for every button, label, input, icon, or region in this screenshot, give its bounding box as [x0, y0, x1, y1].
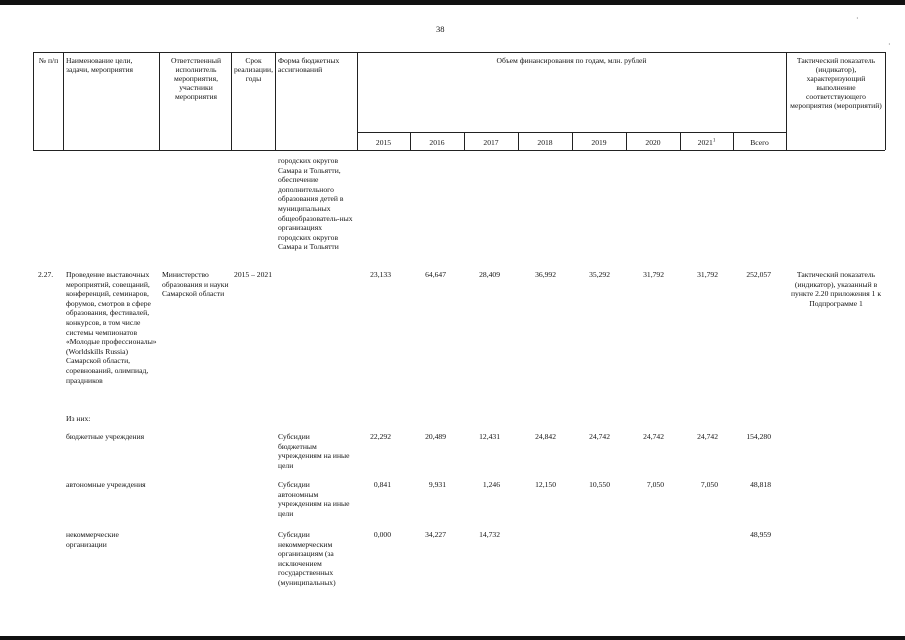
value-2021: 24,742: [697, 432, 718, 441]
value-2015: 23,133: [370, 270, 391, 279]
year-total: Всего: [750, 138, 769, 147]
year-2018: 2018: [537, 138, 553, 147]
value-2021: 31,792: [697, 270, 718, 279]
scan-speck: ·: [888, 40, 891, 49]
value-2015: 22,292: [370, 432, 391, 441]
header-financing: Объем финансирования по годам, млн. рублей: [496, 56, 647, 65]
year-2019: 2019: [591, 138, 607, 147]
header-executor: Ответственный исполнитель мероприятия, участники мероприятия: [170, 56, 222, 101]
year-2020: 2020: [645, 138, 661, 147]
value-2019: 10,550: [589, 480, 610, 489]
value-2020: 31,792: [643, 270, 664, 279]
value-2019: 24,742: [589, 432, 610, 441]
value-2017: 12,431: [479, 432, 500, 441]
header-name: Наименование цели, задачи, мероприятия: [66, 56, 134, 74]
value-2016: 64,647: [425, 270, 446, 279]
value-2019: 35,292: [589, 270, 610, 279]
of-them-label: Из них:: [66, 414, 91, 423]
top-border: [0, 0, 905, 5]
sub-row-name: некоммерческие организации: [66, 530, 119, 549]
value-2018: 24,842: [535, 432, 556, 441]
row-name: Проведение выставочных мероприятий, совещаний, конференций, семинаров, форумов, смотров в сфере образования, фестивалей, конкурсов, в том числе системы чемпионатов «Молодые профессионалы» (Worldskills Russia) Самарской области, соревнований, олимпиад, праздников: [66, 270, 157, 385]
header-term: Срок реализации, годы: [233, 56, 273, 83]
value-2015: 0,000: [373, 530, 391, 539]
value-2020: 7,050: [646, 480, 664, 489]
sub-row-form: Субсидии бюджетным учреждениям на иные цели: [278, 432, 350, 470]
year-2016: 2016: [429, 138, 445, 147]
row-executor: Министерство образования и науки Самарской области: [162, 270, 229, 299]
value-total: 154,280: [746, 432, 771, 441]
scan-speck: ·: [856, 14, 859, 23]
value-2016: 34,227: [425, 530, 446, 539]
sub-row-form: Субсидии некоммерческим организациям (за исключением государственных (муниципальных): [278, 530, 336, 587]
value-2018: 12,150: [535, 480, 556, 489]
year-2017: 2017: [483, 138, 499, 147]
value-2017: 1,246: [482, 480, 500, 489]
value-2021: 7,050: [700, 480, 718, 489]
value-2018: 36,992: [535, 270, 556, 279]
row-indicator: Тактический показатель (индикатор), указанный в пункте 2.20 приложения 1 к Подпрограмме 1: [790, 270, 882, 308]
sub-row-form: Субсидии автономным учреждениям на иные цели: [278, 480, 350, 518]
bottom-border: [0, 636, 905, 640]
value-total: 48,959: [750, 530, 771, 539]
header-num: № п/п: [38, 56, 59, 65]
header-indicator: Тактический показатель (индикатор), характеризующий выполнение соответствующего мероприятия (мероприятий): [790, 56, 882, 110]
value-2020: 24,742: [643, 432, 664, 441]
sub-row-name: бюджетные учреждения: [66, 432, 145, 441]
value-2016: 20,489: [425, 432, 446, 441]
value-total: 48,818: [750, 480, 771, 489]
value-2017: 28,409: [479, 270, 500, 279]
value-2015: 0,841: [373, 480, 391, 489]
continuation-text: городских округов Самара и Тольятти, обеспечение дополнительного образования детей в муниципальных общеобразователь-ных организациях городских округов Самара и Тольятти: [278, 156, 353, 252]
header-budget-form: Форма бюджетных ассигнований: [278, 56, 340, 74]
sub-row-name: автономные учреждения: [66, 480, 146, 489]
footnote-marker: 1: [712, 138, 716, 144]
value-2016: 9,931: [428, 480, 446, 489]
year-2015: 2015: [375, 138, 392, 147]
page-number: 38: [436, 24, 445, 34]
value-2017: 14,732: [479, 530, 500, 539]
row-term: 2015 – 2021: [234, 270, 272, 279]
row-number: 2.27.: [38, 270, 54, 279]
value-total: 252,057: [746, 270, 771, 279]
year-2021: 2021$^1$: [697, 138, 716, 147]
